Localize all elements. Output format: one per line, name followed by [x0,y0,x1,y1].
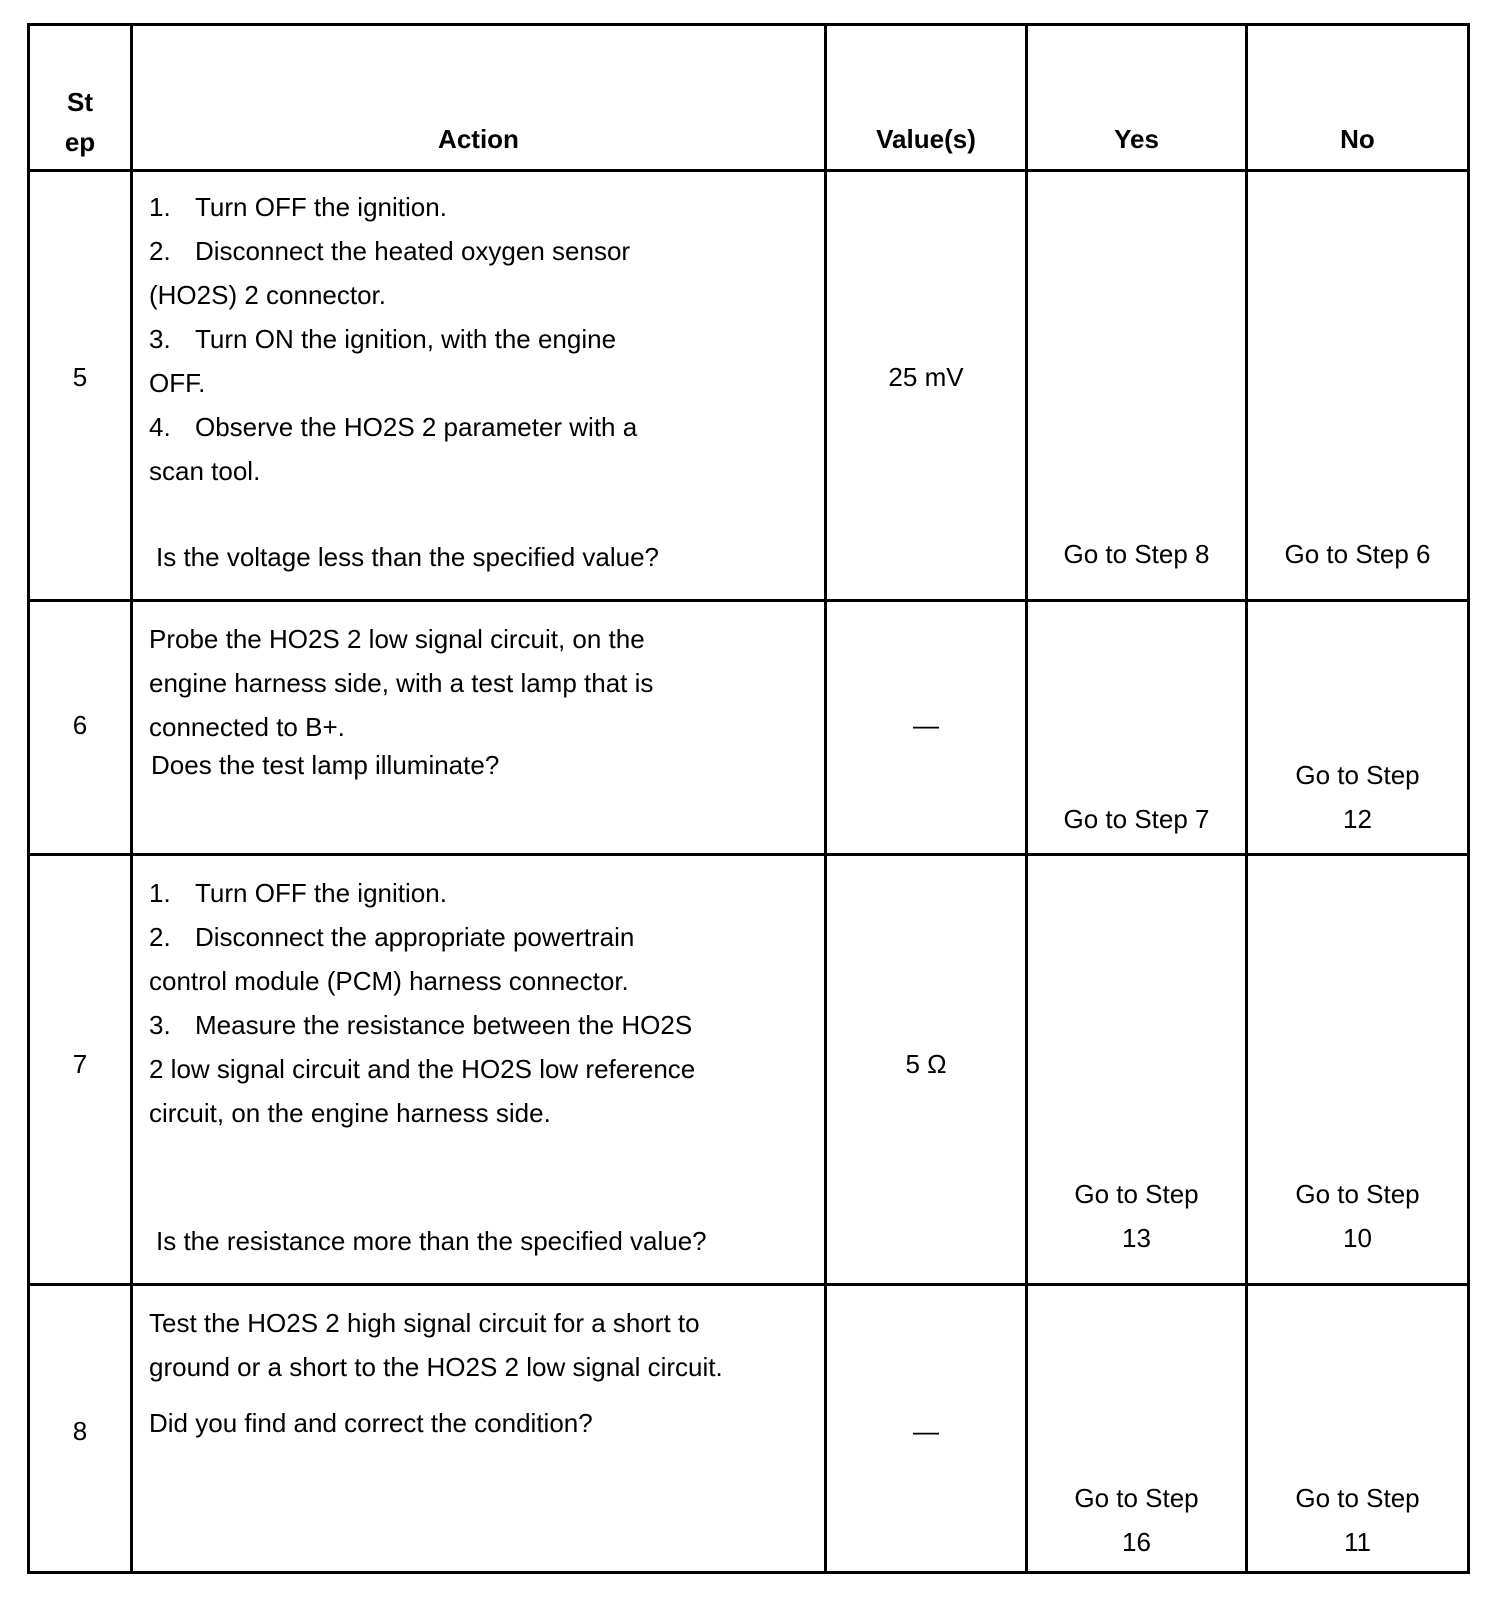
yes-goto: Go to Step 8 [1063,539,1210,569]
action-line: OFF. [149,368,206,398]
action-cell [132,601,826,855]
step-number: 5 [72,362,88,392]
header-yes [1027,25,1247,171]
table-row [29,855,1469,1285]
action-line: 1. Turn OFF the ignition. [149,192,447,222]
header-values-label: Value(s) [876,124,976,154]
step-cell [29,855,132,1285]
table-row [29,1285,1469,1573]
step-number: 6 [72,710,88,740]
no-goto: Go to Step 12 [1295,760,1420,834]
header-no-label: No [1340,124,1375,154]
yes-goto: Go to Step 7 [1063,804,1210,834]
action-line: control module (PCM) harness connector. [149,966,629,996]
action-line: ground or a short to the HO2S 2 low signal circuit. [149,1352,723,1382]
action-line: Probe the HO2S 2 low signal circuit, on the [149,624,645,654]
action-question: Is the voltage less than the specified value? [156,542,659,572]
action-line: 4. Observe the HO2S 2 parameter with a [149,412,638,442]
action-line: 3. Measure the resistance between the HO2S [149,1010,693,1040]
action-line: 2 low signal circuit and the HO2S low reference [149,1054,696,1084]
header-step [29,25,132,171]
action-cell [132,1285,826,1573]
no-cell [1247,171,1469,601]
action-cell [132,855,826,1285]
no-goto: Go to Step 10 [1295,1179,1420,1253]
no-goto: Go to Step 6 [1284,539,1431,569]
value-text: 25 mV [888,362,964,392]
yes-cell [1027,855,1247,1285]
yes-cell [1027,171,1247,601]
table-row [29,601,1469,855]
step-cell [29,171,132,601]
action-line: circuit, on the engine harness side. [149,1098,551,1128]
step-cell [29,601,132,855]
action-line: (HO2S) 2 connector. [149,280,386,310]
header-action [132,25,826,171]
header-action-label: Action [438,124,519,154]
yes-cell [1027,1285,1247,1573]
action-line: 2. Disconnect the heated oxygen sensor [149,236,631,266]
table-row [29,171,1469,601]
no-cell [1247,1285,1469,1573]
no-goto: Go to Step 11 [1295,1483,1420,1557]
header-values [826,25,1027,171]
action-line: 1. Turn OFF the ignition. [149,878,447,908]
value-text: — [913,1416,939,1446]
value-cell [826,1285,1027,1573]
value-cell [826,855,1027,1285]
step-number: 8 [72,1416,88,1446]
action-line: connected to B+. [149,712,345,742]
action-question: Does the test lamp illuminate? [151,750,500,780]
action-line: 2. Disconnect the appropriate powertrain [149,922,635,952]
action-line: 3. Turn ON the ignition, with the engine [149,324,617,354]
header-row [29,25,1469,171]
action-question: Did you find and correct the condition? [149,1408,593,1438]
action-line: scan tool. [149,456,261,486]
header-yes-label: Yes [1114,124,1159,154]
action-question: Is the resistance more than the specified value? [156,1226,707,1256]
value-text: — [913,710,939,740]
yes-goto: Go to Step 13 [1074,1179,1199,1253]
yes-cell [1027,601,1247,855]
action-line: engine harness side, with a test lamp that is [149,668,654,698]
step-number: 7 [72,1049,88,1079]
action-cell [132,171,826,601]
header-no [1247,25,1469,171]
value-cell [826,171,1027,601]
value-text: 5 Ω [905,1049,947,1079]
header-step-line1: St [67,87,93,117]
no-cell [1247,855,1469,1285]
header-step-line2: ep [64,127,96,157]
no-cell [1247,601,1469,855]
diagnostic-table [27,23,1470,1574]
value-cell [826,601,1027,855]
yes-goto: Go to Step 16 [1074,1483,1199,1557]
step-cell [29,1285,132,1573]
action-line: Test the HO2S 2 high signal circuit for a short to [149,1308,700,1338]
